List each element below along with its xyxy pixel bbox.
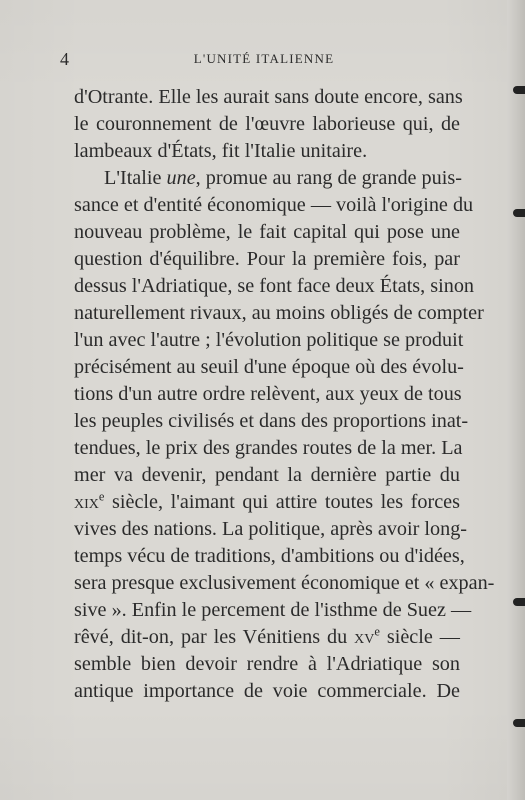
- text-line: les peuples civilisés et dans des proportions inat-: [74, 410, 469, 432]
- binding-thread-mark: [513, 209, 525, 217]
- text-line: tions d'un autre ordre relèvent, aux yeux de tous: [74, 383, 462, 405]
- text-line: lambeaux d'États, fit l'Italie unitaire.: [74, 140, 368, 162]
- text-line: tendues, le prix des grandes routes de la mer. La: [74, 437, 463, 459]
- text-line: dessus l'Adriatique, se font face deux États, sinon: [74, 275, 475, 297]
- text-line: sera presque exclusivement économique et « expan-: [74, 572, 495, 594]
- text-line: naturellement rivaux, au moins obligés de compter: [74, 302, 484, 324]
- binding-thread-mark: [513, 719, 525, 727]
- superscript: e: [374, 624, 380, 639]
- text-line: sance et d'entité économique — voilà l'origine du: [74, 194, 474, 216]
- text-fragment: rêvé, dit-on, par les Vénitiens du: [74, 626, 355, 648]
- italic-word: une: [166, 167, 196, 189]
- page-header: [60, 49, 468, 69]
- text-line: antique importance de voie commerciale. De: [74, 680, 460, 702]
- text-fragment: siècle —: [379, 626, 460, 648]
- text-line: semble bien devoir rendre à l'Adriatique son: [74, 653, 460, 675]
- binding-thread-mark: [513, 598, 525, 606]
- text-line: [74, 624, 460, 651]
- running-title: L'UNITÉ ITALIENNE: [193, 51, 335, 66]
- text-line: d'Otrante. Elle les aurait sans doute encore, sans: [74, 86, 463, 108]
- text-line: le couronnement de l'œuvre laborieuse qui, de: [74, 113, 460, 135]
- text-line: nouveau problème, le fait capital qui pose une: [74, 221, 460, 243]
- body-text: [74, 84, 495, 705]
- text-line: question d'équilibre. Pour la première fois, par: [74, 248, 460, 270]
- text-fragment: , promue au rang de grande puis-: [195, 167, 462, 189]
- binding-thread-mark: [513, 86, 525, 94]
- text-line: l'un avec l'autre ; l'évolution politique se produit: [74, 329, 464, 351]
- text-line: précisément au seuil d'une époque où des évolu-: [74, 356, 464, 378]
- text-line: temps vécu de traditions, d'ambitions ou d'idées,: [74, 545, 465, 567]
- text-line: [74, 489, 460, 516]
- binding-edge: [507, 0, 525, 800]
- text-fragment: siècle, l'aimant qui attire toutes les forces: [104, 491, 460, 513]
- text-line: sive ». Enfin le percement de l'isthme de Suez —: [74, 599, 472, 621]
- text-line: vives des nations. La politique, après avoir long-: [74, 518, 468, 540]
- roman-numeral: xv: [354, 626, 375, 648]
- superscript: e: [98, 489, 105, 504]
- text-fragment: L'Italie: [104, 167, 167, 189]
- text-line: mer va devenir, pendant la dernière partie du: [74, 464, 460, 486]
- page-number: 4: [60, 49, 70, 69]
- text-line: [74, 165, 460, 192]
- roman-numeral: xix: [74, 491, 99, 513]
